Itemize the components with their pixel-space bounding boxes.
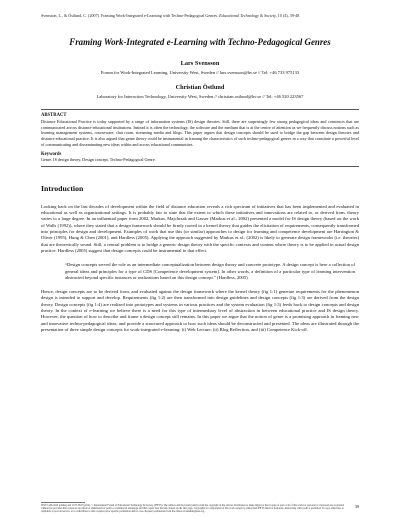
keywords-text: Genre, IS design theory, Design concept, Techno-Pedagogical Genre. <box>41 157 156 163</box>
citation-issue: 10 (4), 39-48. <box>277 13 301 18</box>
section-heading-introduction: Introduction <box>41 183 84 193</box>
abstract-section <box>41 109 359 167</box>
citation-journal: Educational Technology & Society, <box>219 13 277 18</box>
abstract-text: Distance Educational Practice is today supported by a range of information systems (IS) design theories. Still, there are surprisingly few strong pedagogical ideas and constructs that are communicated across distance educational institutions. Instead it is often the technology, the software and the medium that is at the centre of attention as we frequently discuss notions such as learning management systems, courseware, chat room, streaming media and blogs. This paper argues that design concepts should be used to bridge the gap between design theories and distance educational practice. It is also argued that genre theory could be instrumental in framing the characteristics of such techno-pedagogical genres in a way that constitute a powerful level of communicating and disseminating new ideas within and across educational communities. <box>41 119 359 147</box>
author-affiliation-2: Laboratory for Interaction Technology, University West, Sweden // christian.ostlund@hv.se // Tel: +46 520 223567 <box>96 94 304 100</box>
copyright-footer <box>41 504 359 513</box>
copyright-text: ISSN 1436-4522 (online) and 1176-3647 (print). © International Forum of Educational Technology & Society (IFETS). The authors and the forum jointly retain the copyright of the articles. Permission to make digital or hard copies of part or all of this work for personal or classroom use is granted without fee provided that copies are not made or distributed for profit or commercial advantage and that copies bear the full citation on the first page. Copyrights for components of this work owned by others than IFETS must be honoured. Abstracting with credit is permitted. To copy otherwise, to republish, to post on servers, or to redistribute to lists, requires prior specific permission and/or a fee. Request permissions from the editors at kinshuk@ieee.org. <box>41 504 345 514</box>
introduction-paragraph-2: Hence, design concepts are to be derived from, and evaluated against the design framework where the kernel theory (fig 1:1) generate requirements for the phenomenon design is intended to support and develop. Requirements (fig 1:2) are then transformed into design guidelines and design concepts (fig 1:3) are derived from the design theory. Design concepts (fig 1:4) are realized into prototypes and systems in various practices and the system evaluation (fig 1:5) feeds back to design concepts and design theory. In the context of e-learning we believe there is a need for this type of intermediary level of abstraction in between educational practice and IS design theory. However, the question of how to describe and frame a design concept still remains. In this paper we argue that the notion of genre is a promising approach in framing new and innovative techno-pedagogical ideas, and provide a structured approach to how such ideas should be deconstructed and presented. The ideas are illustrated through the presentation of three simple design concepts for work-integrated e-learning: (i) Web Lecture, (ii) Blog Reflection, and (iii) Competence Kick-off. <box>41 289 359 332</box>
block-quote: “Design concepts served the role as an intermediate conceptualization between design theory and concrete prototype. A design concept is here a collection of general ideas and principles for a type of CDS [Competence development system]. In other words, a definition of a particular type of learning intervention abstracted beyond specific instances or realizations based on this design concept.” (Hardless, 2005) <box>65 262 355 280</box>
paper-title: Framing Work-Integrated e-Learning with Techno-Pedagogical Genres <box>69 37 331 48</box>
author-name-1: Lars Svensson <box>180 60 220 68</box>
author-name-2: Christian Östlund <box>175 84 225 92</box>
author-affiliation-1: Forum for Work-Integrated Learning, University West, Sweden // lars.svensson@hv.se // Tel: +46 733 975133 <box>100 70 300 76</box>
citation-lead: Svensson, L., & Östlund, C. (2007). Framing Work-Integrated e-Learning with Techno-Pedagogical Genres. <box>41 13 219 18</box>
citation-line <box>41 13 359 18</box>
keywords-heading: Keywords <box>41 152 62 158</box>
page-number: 39 <box>354 504 359 509</box>
abstract-heading: ABSTRACT <box>41 113 67 119</box>
footer-divider <box>41 502 85 503</box>
introduction-paragraph-1: Looking back on the last decades of development within the field of distance education reveals a rich spectrum of initiatives that has been implemented and evaluated in educational as well as organizational settings. It is probably fair to state that the extent to which these initiatives and innovations are related to, or derived from, theory varies to a large degree. In an influential paper from 2002, Markus, Majchrzak and Gasser (Markus et al., 2002) presented a model for IS design theory (based on the work of Walls (1992)), where they stated that a design framework should be firmly rooted in a kernel theory that guides the elicitation of requirements, consequently transformed into principles for design and development. Examples of work that use this (or similar) approaches to design for learning and competence development are Harrington & Oliver (1995), Hung & Chen (2001), and Hardless (2005). Applying the approach suggested by Markus et al., (2002) is likely to generate design frameworks (i.e. theories) that are theoretically sound. Still, a central problem is to bridge a generic design theory with the specific contexts and content where theory is to be applied in actual design practice. Hardless (2005) suggest that design concepts could be instrumental to that effect. <box>41 203 359 253</box>
